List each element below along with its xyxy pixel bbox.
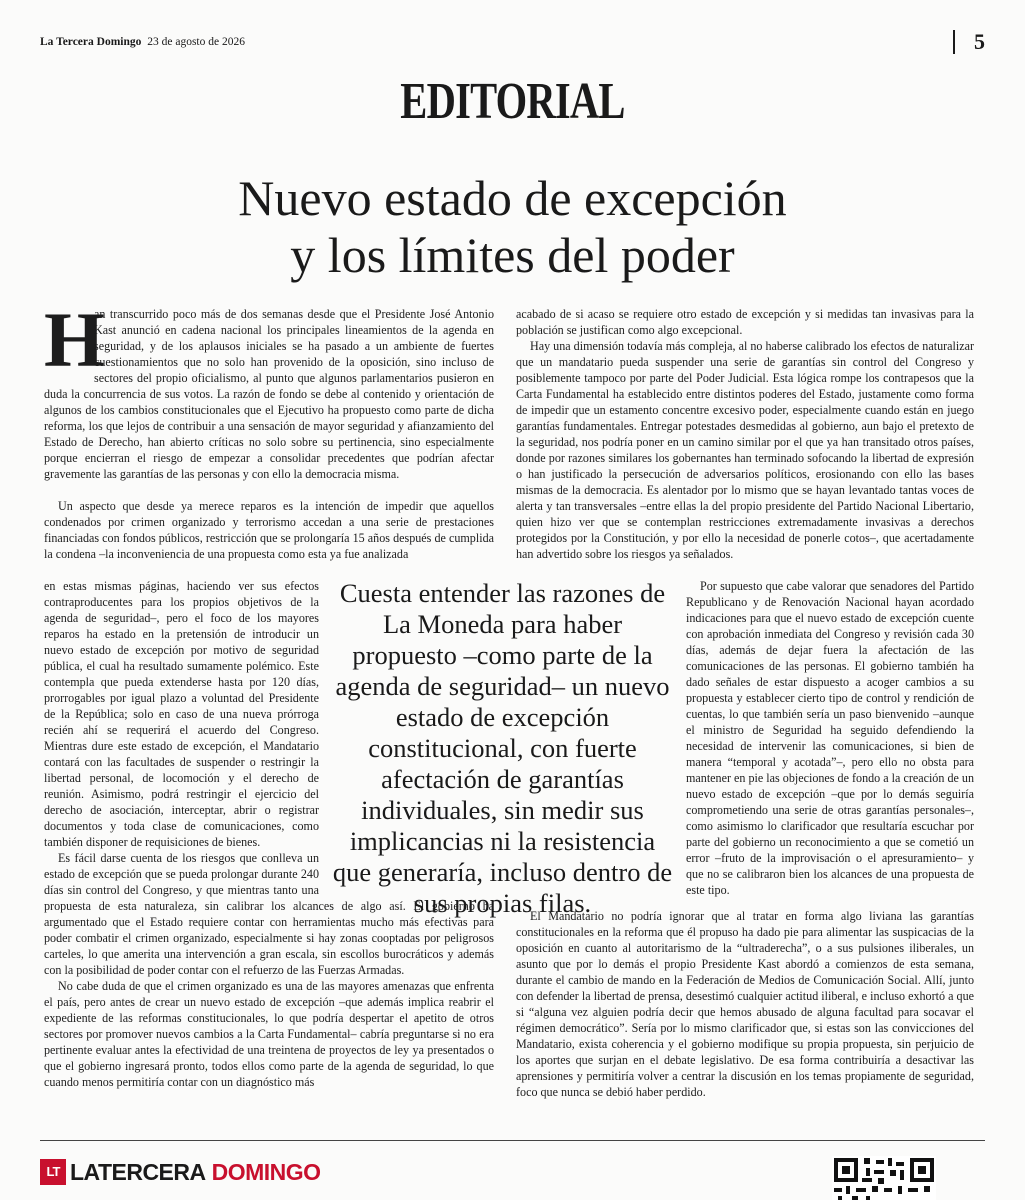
publication-line — [40, 36, 245, 48]
paragraph: en estas mismas páginas, haciendo ver sus efectos contraproducentes para los propios objetivos de la agenda de seguridad–, pero el foco de los mayores reparos ha estado en la pretensión de introducir un nuevo estado de excepción por motivo de seguridad pública, el cual ha resultado sumamente polémico. Este contempla que pueda extenderse hasta por 120 días, prorrogables por igual plazo a voluntad del Presidente de la República; solo en caso de una nueva prórroga recién ahí se requerirá el acuerdo del Congreso. Mientras dure este estado de excepción, el Mandatario contará con las facultades de suspender o restringir la libertad personal, de locomoción y el derecho de reunión. Asimismo, podrá restringir el ejercicio del derecho de asociación, interceptar, abrir o registrar documentos y toda clase de comunicaciones, como también disponer de requisiciones de bienes. — [44, 579, 319, 849]
article-column-right-top — [516, 306, 974, 578]
headline-line-1: Nuevo estado de excepción — [238, 170, 787, 226]
publication-name: La Tercera Domingo — [40, 36, 142, 48]
drop-cap: H — [44, 306, 105, 383]
page-number: 5 — [974, 29, 985, 54]
paragraph: No cabe duda de que el crimen organizado es una de las mayores amenazas que enfrenta el país, pero antes de crear un nuevo estado de excepción –que además implica reabrir el expediente de las reformas constitucionales, lo que podría despertar el apetito de otros sectores por promover nuevos cambios a la Carta Fundamental– cabría preguntarse si no era pertinente evaluar antes la efectividad de una treintena de proyectos de ley ya presentados o que el gobierno ingresará pronto, todos ellos como parte de la agenda de seguridad, lo que cuando menos permitiría contar con un diagnóstico más — [44, 979, 494, 1089]
paragraph: Un aspecto que desde ya merece reparos es la intención de impedir que aquellos condenados por crimen organizado y terrorismo accedan a una serie de prestaciones financiadas con fondos públicos, restricción que se prolongaría 15 años después de cumplida la condena –la inconveniencia de una propuesta como esta ya fue analizada — [44, 499, 494, 561]
paragraph: Es fácil darse cuenta de los riesgos que conlleva un estado de excepción que se pueda prolongar durante 240 días sin control del Congreso, y que mientras tanto una — [44, 851, 319, 897]
paragraph: acabado de si acaso se requiere otro estado de excepción y si medidas tan invasivas para la población se justifican como algo excepcional. — [516, 307, 974, 337]
logo-mark: LT — [40, 1159, 66, 1185]
publication-date: 23 de agosto de 2026 — [147, 36, 245, 48]
page-header — [40, 30, 985, 56]
pull-quote: Cuesta entender las razones de La Moneda para haber propuesto –como parte de la agenda de seguridad– un nuevo estado de excepción constitucional, con fuerte afectación de garantías individuales, sin medir sus implicancias ni la resistencia que generaría, incluso dentro de sus propias filas. — [332, 578, 673, 918]
footer-logo — [40, 1158, 321, 1186]
article-column-left-top — [44, 498, 494, 578]
logo-edition: DOMINGO — [211, 1158, 321, 1185]
paragraph: Hay una dimensión todavía más compleja, al no haberse calibrado los efectos de naturalizar que un mandatario pueda suspender una serie de garantías sin control del Congreso y posiblemente tampoco por parte del Poder Judicial. Esta lógica rompe los contrapesos que la Carta Fundamental ha establecido entre distintos poderes del Estado, justamente como forma de impedir que un estamento concentre excesivo poder, especialmente cuando están en juego garantías fundamentales. Entregar potestades desmedidas al gobierno, aun bajo el pretexto de la seguridad, nos podría poner en un camino similar por el que ya han transitado otros países, donde por razones similares los gobernantes han terminado sofocando la libertad de expresión o han justificado la persecución de adversarios políticos, erosionando con ello las bases mismas de la democracia. Es alentador por lo mismo que se hayan levantado tantas voces de alerta y tan transversales –entre ellas la del propio presidente del Partido Nacional Libertario, quien hizo ver que se contemplan restricciones extremadamente invasivas a derechos protegidos por la Constitución, y por ello la necesidad de ponerle cotos–, que acertadamente han advertido sobre los riesgos ya señalados. — [516, 339, 974, 561]
paragraph: an transcurrido poco más de dos semanas desde que el Presidente José Antonio Kast anunció en cadena nacional los principales lineamientos de la agenda en seguridad, y de los aplausos iniciales se ha pasado a un ambiente de fuertes cuestionamientos que no solo han provenido de la oposición, sino incluso de sectores del propio oficialismo, al punto que algunos parlamentarios pusieron en duda la concurrencia de sus votos. La razón de fondo se debe al contenido y orientación de algunos de los cambios constitucionales que el Ejecutivo ha propuesto como parte de dicha reforma, los que lejos de contribuir a una sensación de mayor seguridad y afianzamiento del Estado de Derecho, han abierto críticas no solo sobre su pertinencia, sino especialmente porque encierran el riesgo de empezar a consolidar precedentes que podrían afectar gravemente las garantías de las personas y con ello la democracia misma. — [44, 307, 494, 481]
headline-line-2: y los límites del poder — [290, 227, 735, 283]
article-column-right-narrow — [686, 578, 974, 908]
article-column-left-bottom — [44, 898, 494, 1130]
article-column-left-narrow — [44, 578, 319, 898]
paragraph: propuesta de esta naturaleza, sin calibrar los alcances de algo así. El gobierno ha argumentado que el Estado requiere contar con herramientas mucho más efectivas para poder combatir el crimen organizado, especialmente si hay zonas cooptadas por peligrosos carteles, lo que amerita una intervención a gran escala, sin escollos burocráticos y además con la posibilidad de poder contar con el refuerzo de las Fuerzas Armadas. — [44, 899, 494, 977]
headline — [0, 170, 1025, 284]
section-title: EDITORIAL — [400, 73, 625, 130]
paragraph: El Mandatario no podría ignorar que al tratar en forma algo liviana las garantías constitucionales en la reforma que él propuso ha dado pie para alimentar las suspicacias de la oposición en cuanto al autoritarismo de la “ultraderecha”, o a sus pulsiones iliberales, un asunto que por lo demás el propio Presidente Kast abordó a comienzos de esta semana, durante el cambio de mando en la Federación de Medios de Comunicación Social. Allí, junto con defender la libertad de prensa, desestimó cualquier actitud iliberal, e incluso exhortó a que si “alguna vez alguien podría decir que hemos abusado de alguna facultad para socavar el régimen democrático”. Sería por lo mismo clarificador que, si estas son las convicciones del Mandatario, exista coherencia y el gobierno modifique su propia propuesta, sin perjuicio de los aportes que surjan en el debate legislativo. De esa forma contribuiría a desactivar las aprensiones y permitiría volver a centrar la discusión en los temas propiamente de seguridad, foco que nunca se debió haber perdido. — [516, 909, 974, 1099]
paragraph: Por supuesto que cabe valorar que senadores del Partido Republicano y de Renovación Nacional hayan acordado indicaciones para que el nuevo estado de excepción cuente con aprobación inmediata del Congreso y revisión cada 30 días, además de dejar fuera la afectación de las comunicaciones de las personas. El gobierno también ha dado señales de estar dispuesto a acoger cambios a su propuesta y establecer cierto tipo de control y rendición de cuentas, lo que también sería un paso bienvenido –aunque el ministro de Seguridad ha seguido defendiendo la necesidad de intervenir las comunicaciones, si bien de manera “temporal y acotada”–, pero ello no obsta para mantener en pie las objeciones de fondo a la creación de un nuevo estado de excepción –que por lo demás seguiría comprometiendo una serie de otras garantías personales–, como asimismo lo clarificador que resultaría escuchar por parte del gobierno un reconocimiento a que se cometió un error –fruto de la improvisación o el apresuramiento– y que no se calibraron bien los alcances de una propuesta de este tipo. — [686, 579, 974, 897]
footer-divider — [40, 1140, 985, 1141]
article-column-right-bottom — [516, 908, 974, 1116]
qr-code-icon[interactable] — [832, 1156, 936, 1200]
article-intro — [44, 306, 494, 498]
page-number-divider — [953, 30, 955, 54]
logo-wordmark: LATERCERA — [70, 1158, 206, 1185]
